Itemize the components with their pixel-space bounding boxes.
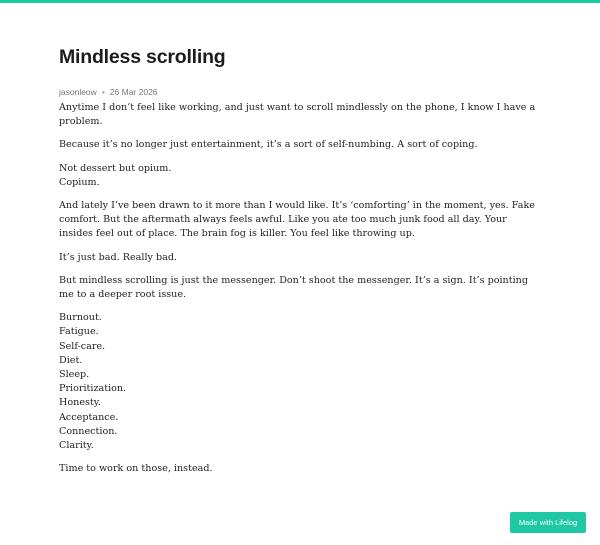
post-date: 26 Mar 2026	[109, 87, 158, 97]
paragraph	[59, 162, 541, 190]
made-with-lifelog-button[interactable]: Made with Lifelog	[510, 512, 586, 533]
paragraph-line: Anytime I don’t feel like working, and just want to scroll mindlessly on the phone, I know I have a problem.	[59, 102, 536, 128]
post-meta	[59, 86, 541, 98]
list-item: Fatigue.	[59, 326, 99, 338]
post-title: Mindless scrolling	[59, 46, 226, 68]
list-item: Connection.	[59, 425, 118, 437]
post-body	[59, 101, 541, 476]
list-item: Burnout.	[59, 312, 102, 324]
list-item: Honesty.	[59, 397, 101, 409]
author-link[interactable]: jasonleow	[59, 87, 97, 97]
paragraph	[59, 101, 541, 129]
root-issues-list	[59, 311, 541, 453]
list-item: Acceptance.	[59, 411, 119, 423]
paragraph-line: And lately I’ve been drawn to it more than I would like. It’s ‘comforting’ in the moment, yes. Fake comfort. But the aftermath always feels awful. Like you ate too much junk food all day. Your insides feel out of place. The brain fog is killer. You feel like throwing up.	[59, 200, 535, 240]
paragraph	[59, 274, 541, 302]
paragraph-line: Copium.	[59, 176, 100, 188]
list-item: Clarity.	[59, 440, 94, 452]
top-accent-bar	[0, 0, 600, 3]
paragraph	[59, 138, 541, 152]
paragraph	[59, 251, 541, 265]
meta-separator: •	[101, 87, 105, 97]
list-item: Diet.	[59, 354, 83, 366]
paragraph	[59, 462, 541, 476]
paragraph-line: Not dessert but opium.	[59, 162, 172, 174]
paragraph-line: But mindless scrolling is just the messenger. Don’t shoot the messenger. It’s a sign. It’s pointing me to a deeper root issue.	[59, 274, 528, 301]
list-item: Sleep.	[59, 369, 90, 381]
list-item: Prioritization.	[59, 383, 127, 395]
paragraph-line: It’s just bad. Really bad.	[59, 251, 178, 263]
paragraph-line: Because it’s no longer just entertainment, it’s a sort of self-numbing. A sort of coping.	[59, 139, 478, 151]
list-item: Self-care.	[59, 340, 106, 352]
paragraph-line: Time to work on those, instead.	[59, 463, 213, 475]
post-article	[59, 44, 541, 485]
paragraph	[59, 199, 541, 242]
